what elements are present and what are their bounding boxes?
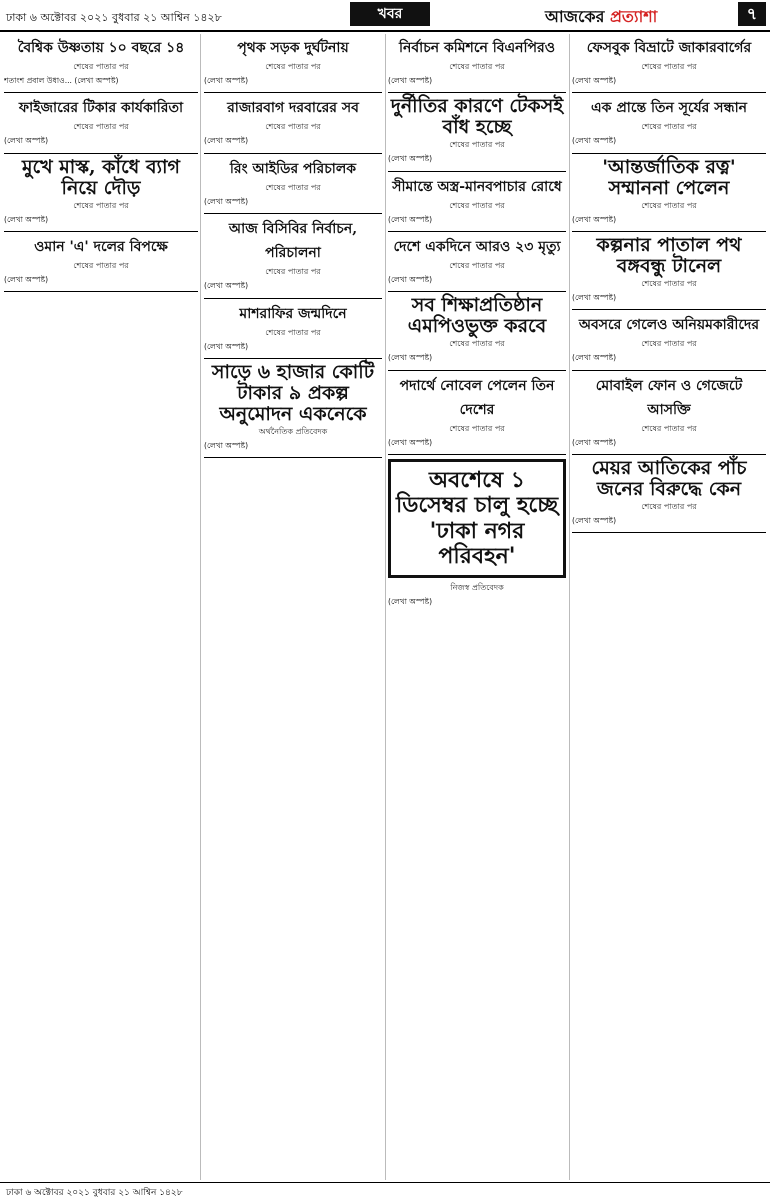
- article-headline: দেশে একদিনে আরও ২৩ মৃত্যু: [393, 239, 561, 255]
- article-byline: শেষের পাতার পর: [449, 423, 505, 433]
- article: [388, 96, 566, 164]
- header-date: ঢাকা ৬ অক্টোবর ২০২১ বুধবার ২১ আশ্বিন ১৪২৮: [6, 11, 222, 24]
- article-headline: সব শিক্ষাপ্রতিষ্ঠান এমপিওভুক্ত করবে: [407, 294, 547, 338]
- article: [572, 36, 766, 86]
- article-byline: শেষের পাতার পর: [265, 267, 321, 277]
- column-divider: [200, 34, 201, 1180]
- footer-date: ঢাকা ৬ অক্টোবর ২০২১ বুধবার ২১ আশ্বিন ১৪২৮: [6, 1188, 183, 1198]
- article-divider: [572, 370, 766, 371]
- article-headline: দুর্নীতির কারণে টেকসই বাঁধ হচ্ছে: [390, 95, 564, 139]
- article-body: (লেখা অস্পষ্ট): [388, 76, 433, 85]
- article-divider: [204, 92, 382, 93]
- article-divider: [388, 171, 566, 172]
- logo-left: আজকের: [545, 7, 605, 26]
- article-body: (লেখা অস্পষ্ট): [572, 136, 617, 146]
- column-3: [388, 34, 566, 1180]
- article: [204, 362, 382, 451]
- section-label: খবর: [350, 2, 430, 26]
- page-footer: [0, 1182, 770, 1198]
- logo-right: প্রত্যাশা: [609, 7, 658, 26]
- article-headline: পদার্থে নোবেল পেলেন তিন দেশের: [399, 377, 555, 418]
- article-divider: [572, 92, 766, 93]
- article-headline: পৃথক সড়ক দুর্ঘটনায়: [237, 40, 349, 56]
- article: [572, 96, 766, 146]
- article-byline: শেষের পাতার পর: [641, 278, 697, 288]
- article-headline: মেয়র আতিকের পাঁচ জনের বিরুদ্ধে কেন: [591, 457, 747, 500]
- article-body: (লেখা অস্পষ্ট): [204, 341, 249, 351]
- article-byline: শেষের পাতার পর: [73, 122, 129, 132]
- article-byline: শেষের পাতার পর: [73, 62, 129, 71]
- article: [204, 302, 382, 352]
- article: [388, 374, 566, 448]
- article-headline: আজ বিসিবির নির্বাচন, পরিচালনা: [228, 221, 358, 262]
- article-body: (লেখা অস্পষ্ট): [204, 76, 249, 85]
- article-body: (লেখা অস্পষ্ট): [4, 136, 49, 146]
- article-body: (লেখা অস্পষ্ট): [572, 292, 617, 302]
- article-byline: শেষের পাতার পর: [73, 261, 129, 270]
- article-byline: শেষের পাতার পর: [641, 62, 697, 71]
- article-headline: এক প্রান্তে তিন সূর্যের সন্ধান: [591, 100, 747, 117]
- column-divider: [385, 34, 386, 1180]
- article: [572, 157, 766, 225]
- article-byline: অর্থনৈতিক প্রতিবেদক: [258, 426, 328, 436]
- article: [4, 235, 198, 285]
- article-byline: শেষের পাতার পর: [449, 261, 505, 270]
- article: [204, 96, 382, 146]
- article: [572, 235, 766, 303]
- article-divider: [388, 92, 566, 93]
- article-divider: [204, 213, 382, 214]
- article-body: (লেখা অস্পষ্ট): [572, 76, 617, 85]
- column-divider: [569, 34, 570, 1180]
- article-divider: [572, 454, 766, 455]
- article-byline: শেষের পাতার পর: [449, 140, 505, 150]
- article-divider: [4, 92, 198, 93]
- page-header: [0, 0, 770, 32]
- article-divider: [388, 370, 566, 371]
- article-byline: শেষের পাতার পর: [641, 501, 697, 511]
- article-headline: 'আন্তর্জাতিক রত্ন' সম্মাননা পেলেন: [602, 155, 736, 199]
- article-byline: শেষের পাতার পর: [265, 122, 321, 132]
- article-body: শতাংশ প্রবাল উধাও... (লেখা অস্পষ্ট): [4, 76, 119, 85]
- article-body: (লেখা অস্পষ্ট): [4, 275, 49, 284]
- column-1: [4, 34, 198, 1180]
- article-divider: [4, 153, 198, 154]
- article-byline: শেষের পাতার পর: [641, 122, 697, 132]
- article-body: (লেখা অস্পষ্ট): [388, 275, 433, 284]
- column-4: [572, 34, 766, 1180]
- article: [572, 458, 766, 526]
- article: [572, 313, 766, 363]
- article-divider: [572, 153, 766, 154]
- article-headline: সাড়ে ৬ হাজার কোটি টাকার ৯ প্রকল্প অনুমোদন একনেকে: [211, 361, 375, 425]
- article-byline: শেষের পাতার পর: [73, 200, 129, 210]
- article-byline: শেষের পাতার পর: [265, 182, 321, 192]
- article-body: (লেখা অস্পষ্ট): [204, 440, 249, 450]
- article-headline: নির্বাচন কমিশনে বিএনপিরও: [398, 40, 556, 56]
- article-body: (লেখা অস্পষ্ট): [388, 437, 433, 447]
- article-body: (লেখা অস্পষ্ট): [388, 154, 433, 164]
- article-byline: শেষের পাতার পর: [449, 62, 505, 71]
- article-divider: [388, 291, 566, 292]
- article-headline: রাজারবাগ দরবারের সব: [227, 100, 359, 117]
- article: [204, 157, 382, 207]
- article-divider: [388, 231, 566, 232]
- article: [4, 157, 198, 225]
- article: [4, 96, 198, 146]
- banner-byline: নিজস্ব প্রতিবেদক: [450, 583, 504, 593]
- newspaper-logo: [545, 4, 657, 31]
- article-divider: [4, 231, 198, 232]
- article-divider: [572, 309, 766, 310]
- banner-article: [388, 459, 566, 578]
- article-headline: মাশরাফির জন্মদিনে: [239, 305, 347, 322]
- article-body: (লেখা অস্পষ্ট): [388, 214, 433, 224]
- article-body: (লেখা অস্পষ্ট): [4, 214, 49, 224]
- article-divider: [204, 457, 382, 458]
- article-body: (লেখা অস্পষ্ট): [204, 196, 249, 206]
- article-body: (লেখা অস্পষ্ট): [204, 136, 249, 146]
- article-divider: [572, 231, 766, 232]
- article: [388, 175, 566, 225]
- article: [388, 36, 566, 86]
- column-2: [204, 34, 382, 1180]
- article-divider: [204, 298, 382, 299]
- article-byline: শেষের পাতার পর: [641, 339, 697, 349]
- article-body: (লেখা অস্পষ্ট): [388, 353, 433, 363]
- article-headline: মুখে মাস্ক, কাঁধে ব্যাগ নিয়ে দৌড়: [21, 155, 180, 199]
- article-divider: [572, 532, 766, 533]
- article-body: (লেখা অস্পষ্ট): [204, 281, 249, 291]
- article-body: (লেখা অস্পষ্ট): [572, 515, 617, 525]
- article: [572, 374, 766, 448]
- article-byline: শেষের পাতার পর: [265, 62, 321, 71]
- article-body: (লেখা অস্পষ্ট): [572, 214, 617, 224]
- article-headline: ওমান 'এ' দলের বিপক্ষে: [34, 239, 168, 255]
- article-headline: সীমান্তে অস্ত্র-মানবপাচার রোধে: [392, 178, 562, 195]
- article-byline: শেষের পাতার পর: [449, 339, 505, 349]
- column-3-articles: [388, 36, 566, 455]
- article-divider: [388, 454, 566, 455]
- banner-body: (লেখা অস্পষ্ট): [388, 597, 433, 607]
- article: [388, 295, 566, 363]
- article-divider: [4, 291, 198, 292]
- article-body: (লেখা অস্পষ্ট): [572, 353, 617, 363]
- article-byline: শেষের পাতার পর: [265, 327, 321, 337]
- article: [388, 235, 566, 285]
- article-headline: অবসরে গেলেও অনিয়মকারীদের: [578, 317, 760, 334]
- article-headline: মোবাইল ফোন ও গেজেটে আসক্তি: [595, 377, 743, 418]
- banner-headline: অবশেষে ১ ডিসেম্বর চালু হচ্ছে 'ঢাকা নগর পরিবহন': [395, 467, 559, 569]
- article-divider: [204, 153, 382, 154]
- page-number: ৭: [738, 2, 766, 26]
- article-headline: ফেসবুক বিভ্রাটে জাকারবার্গের: [586, 40, 752, 56]
- article-divider: [204, 358, 382, 359]
- article-byline: শেষের পাতার পর: [449, 200, 505, 210]
- article-headline: কল্পনার পাতাল পথ বঙ্গবন্ধু টানেল: [596, 234, 742, 277]
- article: [4, 36, 198, 86]
- article-body: (লেখা অস্পষ্ট): [572, 437, 617, 447]
- article-headline: বৈশ্বিক উষ্ণতায় ১০ বছরে ১৪: [17, 40, 185, 56]
- article-headline: রিং আইডির পরিচালক: [229, 160, 357, 177]
- article-byline: শেষের পাতার পর: [641, 200, 697, 210]
- article: [204, 36, 382, 86]
- article-headline: ফাইজারের টিকার কার্যকারিতা: [18, 100, 184, 117]
- article: [204, 217, 382, 291]
- article-byline: শেষের পাতার পর: [641, 423, 697, 433]
